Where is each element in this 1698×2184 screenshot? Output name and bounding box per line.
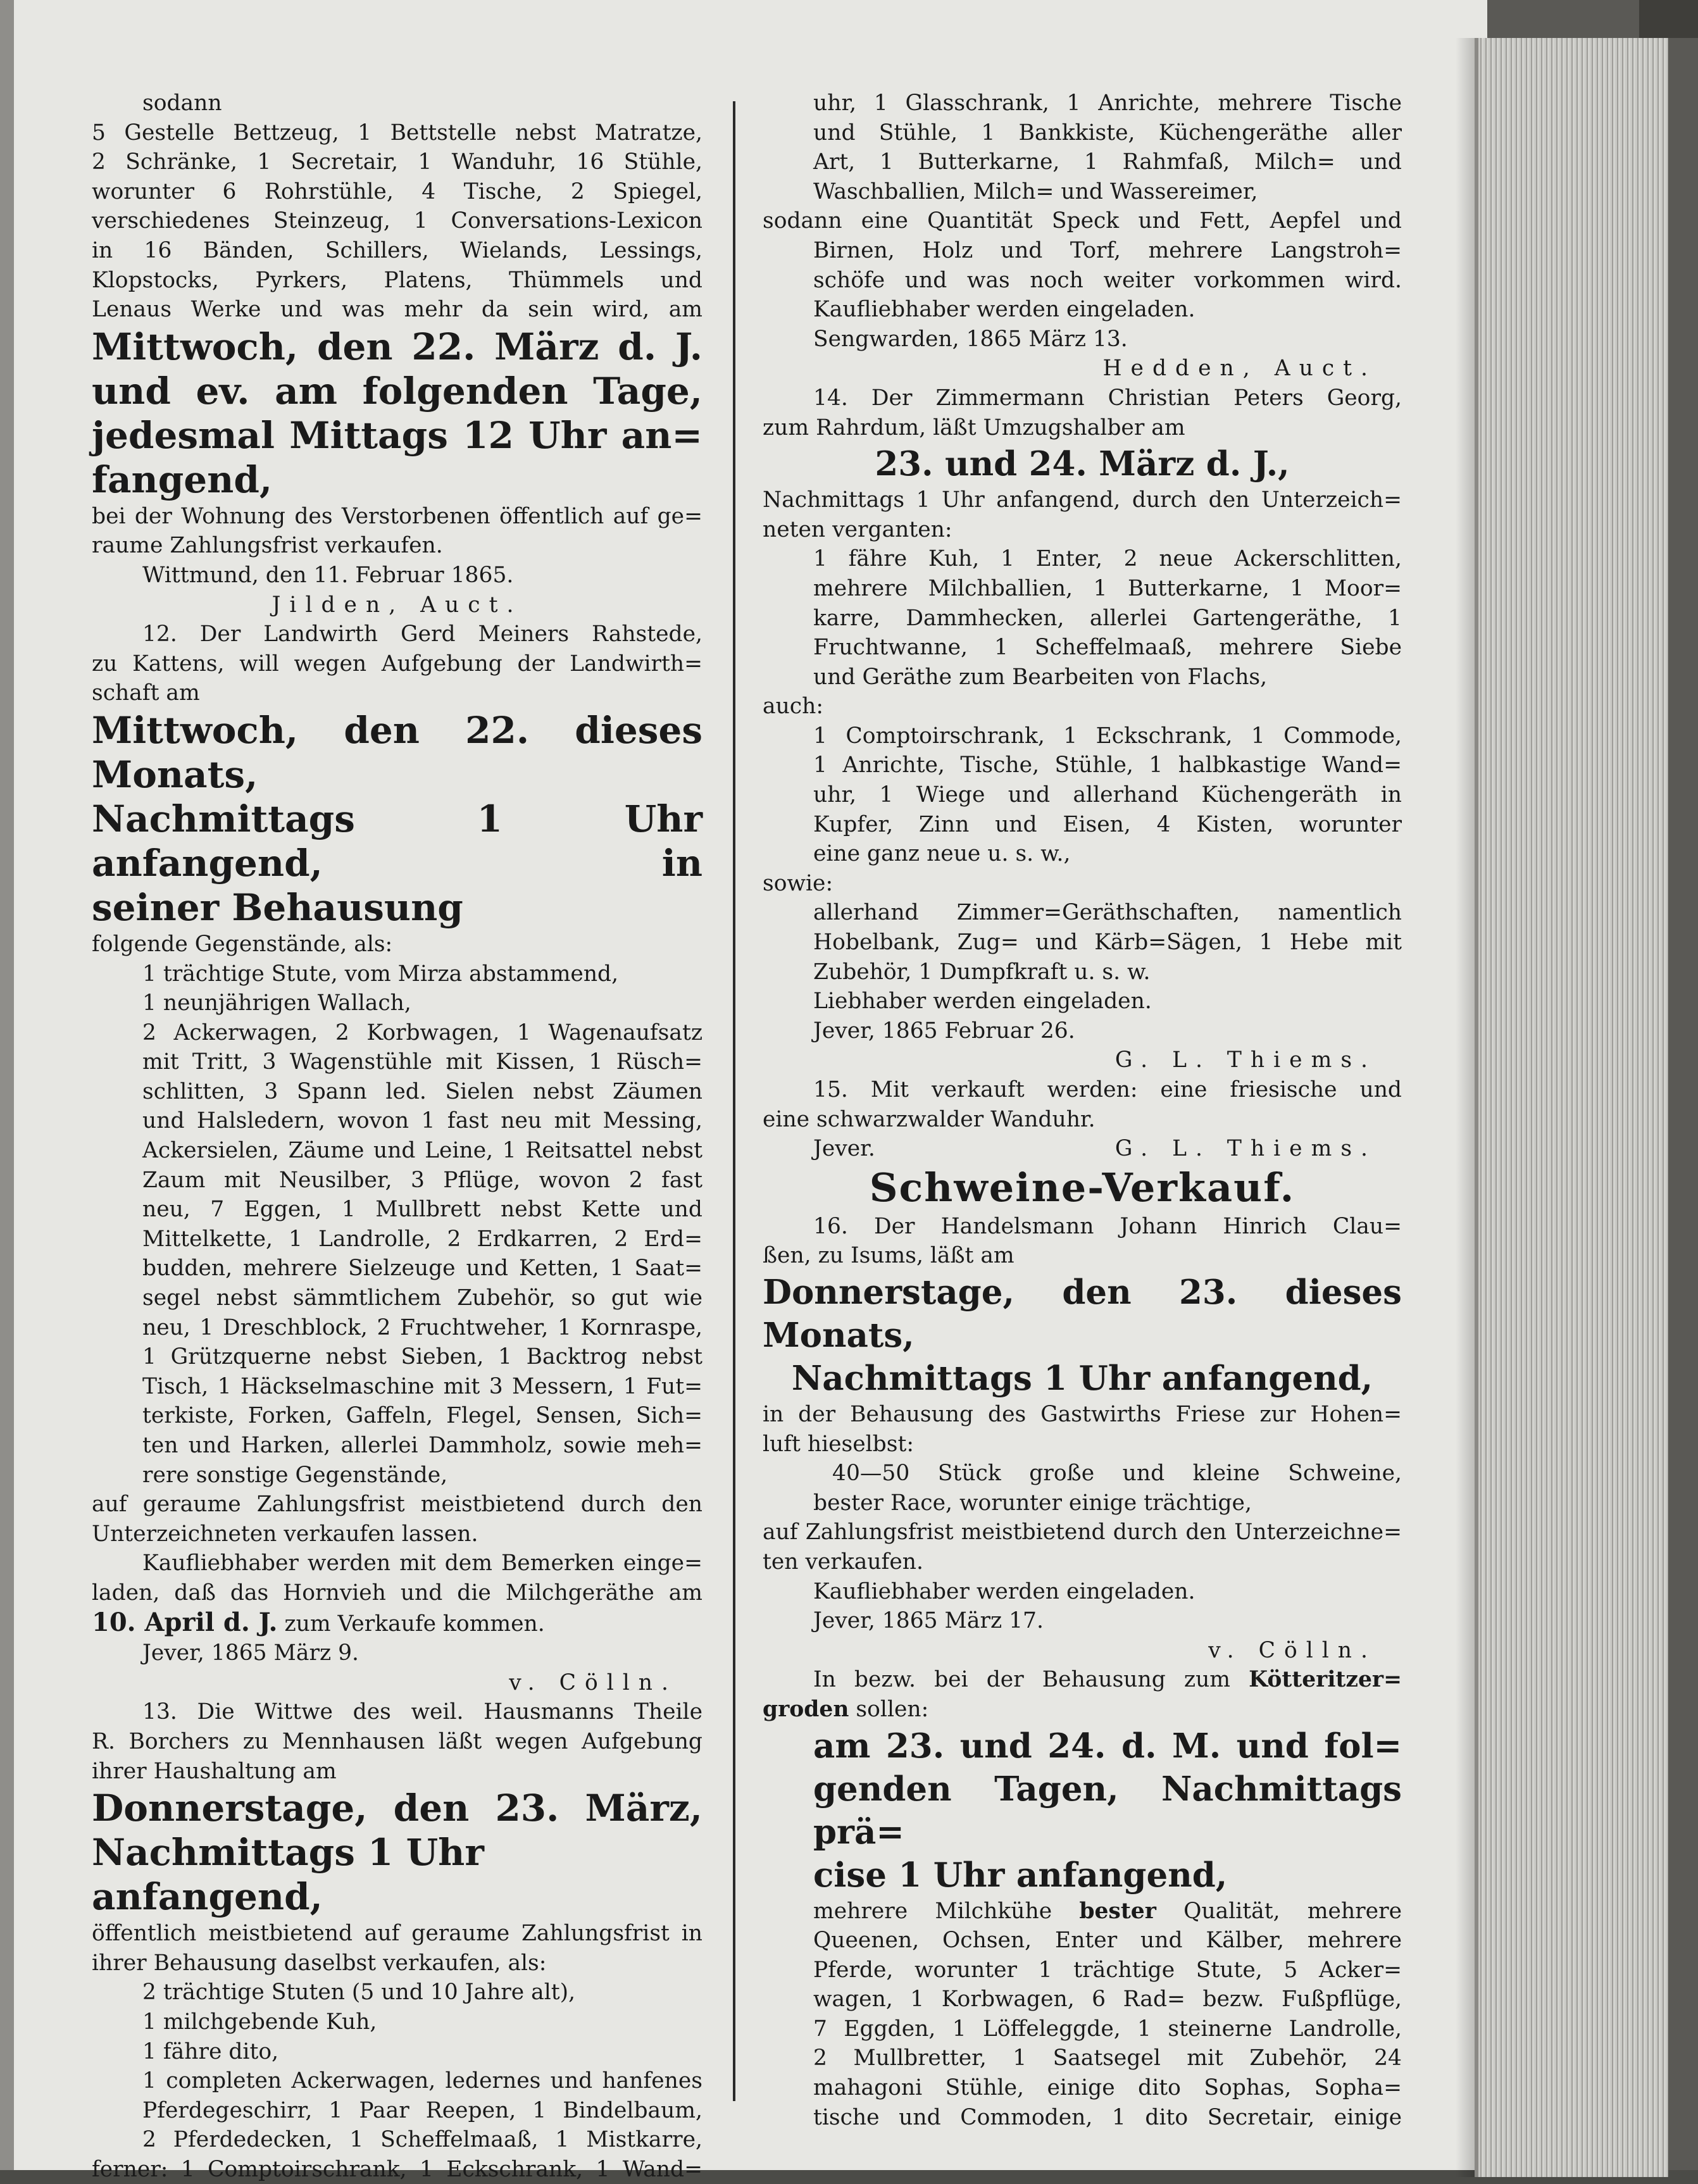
text-line: eine schwarzwalder Wanduhr.	[763, 1106, 1096, 1132]
auction-date-heading: Nachmittags 1 Uhr anfangend,	[791, 1358, 1373, 1398]
text-line: zu Kattens, will wegen Aufgebung der Landwirth=	[92, 651, 702, 677]
column-divider	[733, 101, 735, 2101]
text-line	[92, 1608, 702, 1639]
auction-date-heading: Mittwoch, den 22. März d. J.	[92, 325, 702, 368]
text-line: verschiedenes Steinzeug, 1 Conversations-Lexicon	[92, 208, 702, 234]
signature: v. Cölln.	[1208, 1637, 1377, 1663]
list-item: 1 fähre Kuh, 1 Enter, 2 neue Ackerschlitten,	[813, 546, 1402, 572]
text-line: raume Zahlungsfrist verkaufen.	[92, 533, 443, 559]
list-item: 1 Anrichte, Tische, Stühle, 1 halbkastige Wand=	[813, 752, 1402, 778]
text-line: Kaufliebhaber werden mit dem Bemerken einge=	[142, 1551, 702, 1576]
list-item: 1 trächtige Stute, vom Mirza abstammend,	[142, 961, 619, 987]
text-line: ßen, zu Isums, läßt am	[763, 1243, 1014, 1269]
list-item: 1 neunjährigen Wallach,	[142, 990, 411, 1016]
list-item: Pferde, worunter 1 trächtige Stute, 5 Acker=	[813, 1957, 1402, 1983]
signature: v. Cölln.	[509, 1669, 677, 1695]
list-item: tische und Commoden, 1 dito Secretair, einige	[813, 2104, 1402, 2130]
place-name: groden	[763, 1696, 849, 1722]
text-fragment: Qualität, mehrere	[1156, 1898, 1402, 1924]
text-line: auf Zahlungsfrist meistbietend durch den Unterzeichne=	[763, 1519, 1402, 1545]
text-line: Unterzeichneten verkaufen lassen.	[92, 1521, 478, 1547]
text-line: Art, 1 Butterkarne, 1 Rahmfaß, Milch= und	[813, 149, 1402, 175]
list-item: budden, mehrere Sielzeuge und Ketten, 1 Saat=	[142, 1256, 702, 1282]
list-item: Zubehör, 1 Dumpfkraft u. s. w.	[813, 959, 1151, 985]
auction-date-heading: cise 1 Uhr anfangend,	[813, 1855, 1228, 1895]
list-item: Hobelbank, Zug= und Kärb=Sägen, 1 Hebe mit	[813, 930, 1402, 956]
text-line: ihrer Haushaltung am	[92, 1758, 337, 1784]
text-fragment: zum Verkaufe kommen.	[277, 1611, 545, 1637]
list-item: Zaum mit Neusilber, 3 Pflüge, wovon 2 fast	[142, 1167, 702, 1193]
binding-corner	[1639, 0, 1698, 38]
list-item: terkiste, Forken, Gaffeln, Flegel, Sensen, Sich=	[142, 1403, 702, 1429]
text-line: schöfe und was noch weiter vorkommen wird.	[813, 267, 1402, 293]
auction-date-heading: fangend,	[92, 458, 273, 501]
list-item: 40—50 Stück große und kleine Schweine,	[832, 1461, 1402, 1487]
auction-date-heading: seiner Behausung	[92, 885, 463, 929]
list-item: ten und Harken, allerlei Dammholz, sowie meh=	[142, 1433, 702, 1458]
list-item: eine ganz neue u. s. w.,	[813, 841, 1071, 867]
signature: G. L. Thiems.	[1114, 1047, 1377, 1073]
auction-date-heading: 23. und 24. März d. J.,	[875, 444, 1290, 484]
date-line: Jever, 1865 Februar 26.	[813, 1018, 1075, 1044]
page-left-edge	[0, 0, 14, 2170]
list-item: 1 Comptoirschrank, 1 Eckschrank, 1 Commode,	[813, 723, 1402, 749]
signature: G. L. Thiems.	[1114, 1136, 1377, 1162]
text-line: 12. Der Landwirth Gerd Meiners Rahstede,	[142, 621, 702, 647]
list-item: wagen, 1 Korbwagen, 6 Rad= bezw. Fußpflüge,	[813, 1987, 1402, 2012]
list-item: 1 milchgebende Kuh,	[142, 2009, 377, 2035]
list-item: Mittelkette, 1 Landrolle, 2 Erdkarren, 2 Erd=	[142, 1226, 702, 1252]
list-item: 2 Pferdedecken, 1 Scheffelmaaß, 1 Mistkarre,	[142, 2127, 702, 2153]
list-item: mahagoni Stühle, einige dito Sophas, Sopha=	[813, 2075, 1402, 2101]
text-line: ihrer Behausung daselbst verkaufen, als:	[92, 1950, 547, 1976]
text-line: ten verkaufen.	[763, 1549, 923, 1575]
text-line: bei der Wohnung des Verstorbenen öffentlich auf ge=	[92, 503, 702, 529]
text-line: sodann	[142, 90, 222, 116]
list-item: allerhand Zimmer=Geräthschaften, namentlich	[813, 900, 1402, 926]
text-fragment: mehrere Milchkühe	[813, 1898, 1080, 1924]
signature: Hedden, Auct.	[1102, 356, 1377, 382]
list-item: rere sonstige Gegenstände,	[142, 1462, 448, 1488]
text-line: und Stühle, 1 Bankkiste, Küchengeräthe aller	[813, 120, 1402, 146]
list-item: 1 Grützquerne nebst Sieben, 1 Backtrog nebst	[142, 1344, 702, 1370]
signature: Jilden, Auct.	[272, 592, 523, 618]
text-line: in 16 Bänden, Schillers, Wielands, Lessings,	[92, 237, 702, 263]
text-line: folgende Gegenstände, als:	[92, 931, 393, 957]
text-line: neten verganten:	[763, 516, 952, 542]
list-item: uhr, 1 Wiege und allerhand Küchengeräth in	[813, 782, 1402, 808]
text-line: Lenaus Werke und was mehr da sein wird, am	[92, 297, 702, 323]
text-line: 16. Der Handelsmann Johann Hinrich Clau=	[813, 1213, 1402, 1239]
auction-date-heading: Donnerstage, den 23. dieses Monats,	[763, 1272, 1402, 1355]
list-item: Fruchtwanne, 1 Scheffelmaaß, mehrere Siebe	[813, 635, 1402, 661]
list-item: Queenen, Ochsen, Enter und Kälber, mehrere	[813, 1928, 1402, 1954]
auction-date-heading: Nachmittags 1 Uhr anfangend,	[92, 1831, 484, 1919]
list-item: karre, Dammhecken, allerlei Gartengeräthe, 1	[813, 605, 1402, 631]
text-line: Klopstocks, Pyrkers, Platens, Thümmels und	[92, 267, 702, 293]
text-line: Birnen, Holz und Torf, mehrere Langstroh=	[813, 237, 1402, 263]
right-column	[763, 89, 1402, 2132]
text-line: 2 Schränke, 1 Secretair, 1 Wanduhr, 16 Stühle,	[92, 149, 702, 175]
left-column	[92, 89, 702, 2184]
auction-date-heading: genden Tagen, Nachmittags prä=	[813, 1769, 1402, 1852]
text-line: 13. Die Wittwe des weil. Hausmanns Theile	[142, 1699, 702, 1725]
text-line: 5 Gestelle Bettzeug, 1 Bettstelle nebst Matratze,	[92, 120, 702, 146]
list-item: Pferdegeschirr, 1 Paar Reepen, 1 Bindelbaum,	[142, 2097, 702, 2123]
text-line: laden, daß das Hornvieh und die Milchgeräthe am	[92, 1580, 702, 1606]
list-item: mit Tritt, 3 Wagenstühle mit Kissen, 1 Rüsch=	[142, 1049, 702, 1075]
list-item	[763, 1897, 1402, 1926]
auction-date-heading: Mittwoch, den 22. dieses Monats,	[92, 708, 702, 796]
list-item: Tisch, 1 Häckselmaschine mit 3 Messern, 1 Fut=	[142, 1373, 702, 1399]
list-item: neu, 1 Dreschblock, 2 Fruchtweher, 1 Kornraspe,	[142, 1314, 702, 1340]
text-line: zum Rahrdum, läßt Umzugshalber am	[763, 415, 1185, 440]
list-item: segel nebst sämmtlichem Zubehör, so gut wie	[142, 1285, 702, 1311]
list-item: schlitten, 3 Spann led. Sielen nebst Zäumen	[142, 1078, 702, 1104]
list-item: 2 trächtige Stuten (5 und 10 Jahre alt),	[142, 1980, 576, 2006]
list-item: 2 Ackerwagen, 2 Korbwagen, 1 Wagenaufsatz	[142, 1020, 702, 1045]
place-name: Kötteritzer=	[1249, 1667, 1402, 1693]
text-line	[763, 1695, 1402, 1725]
list-item: mehrere Milchballien, 1 Butterkarne, 1 Moor=	[813, 575, 1402, 601]
list-item: 2 Mullbretter, 1 Saatsegel mit Zubehör, 24	[813, 2045, 1402, 2071]
highlighted-date: 10. April d. J.	[92, 1607, 278, 1637]
auction-date-heading: Nachmittags 1 Uhr anfangend, in	[92, 797, 702, 885]
date-line: Jever, 1865 März 9.	[142, 1640, 359, 1666]
text-line: sowie:	[763, 870, 833, 896]
text-line: sodann eine Quantität Speck und Fett, Aepfel und	[763, 208, 1402, 234]
text-line: luft hieselbst:	[763, 1431, 914, 1457]
list-item: neu, 7 Eggen, 1 Mullbrett nebst Kette und	[142, 1197, 702, 1223]
text-line: öffentlich meistbietend auf geraume Zahlungsfrist in	[92, 1921, 702, 1947]
text-line: auch:	[763, 694, 823, 720]
list-item: 1 fähre dito,	[142, 2038, 279, 2064]
text-line: R. Borchers zu Mennhausen läßt wegen Aufgebung	[92, 1728, 702, 1754]
emphasis: bester	[1079, 1898, 1156, 1924]
auction-date-heading: Donnerstage, den 23. März,	[92, 1787, 702, 1830]
text-line: Waschballien, Milch= und Wassereimer,	[813, 178, 1258, 204]
text-line: Nachmittags 1 Uhr anfangend, durch den Unterzeich=	[763, 487, 1402, 513]
text-line: in der Behausung des Gastwirths Friese zur Hohen=	[763, 1401, 1402, 1427]
list-item: und Geräthe zum Bearbeiten von Flachs,	[813, 664, 1268, 690]
text-line: 14. Der Zimmermann Christian Peters Georg,	[813, 385, 1402, 411]
text-line	[763, 1665, 1402, 1695]
text-line: worunter 6 Rohrstühle, 4 Tische, 2 Spiegel,	[92, 178, 702, 204]
text-fragment: sollen:	[849, 1696, 929, 1722]
date-line: Wittmund, den 11. Februar 1865.	[142, 562, 514, 588]
list-item: und Halsledern, wovon 1 fast neu mit Messing,	[142, 1108, 702, 1134]
date-line: Jever, 1865 März 17.	[813, 1608, 1044, 1634]
text-line: auf geraume Zahlungsfrist meistbietend durch den	[92, 1492, 702, 1518]
place-name: Jever.	[813, 1136, 875, 1162]
list-item: bester Race, worunter einige trächtige,	[813, 1490, 1252, 1516]
text-line: Liebhaber werden eingeladen.	[813, 989, 1152, 1014]
text-line: ferner: 1 Comptoirschrank, 1 Eckschrank, 1 Wand=	[92, 2156, 702, 2182]
list-item: 7 Eggden, 1 Löffeleggde, 1 steinerne Landrolle,	[813, 2016, 1402, 2042]
text-line: schaft am	[92, 680, 200, 706]
text-fragment: In bezw. bei der Behausung zum	[813, 1667, 1249, 1693]
auction-date-heading: jedesmal Mittags 12 Uhr an=	[92, 413, 702, 457]
list-item: 1 completen Ackerwagen, ledernes und hanfenes	[142, 2068, 702, 2094]
date-line: Sengwarden, 1865 März 13.	[813, 326, 1128, 352]
text-line: Kaufliebhaber werden eingeladen.	[813, 1578, 1195, 1604]
auction-date-heading: am 23. und 24. d. M. und fol=	[813, 1726, 1402, 1766]
section-heading: Schweine-Verkauf.	[869, 1164, 1295, 1211]
text-line: 15. Mit verkauft werden: eine friesische und	[813, 1077, 1402, 1102]
list-item: Kupfer, Zinn und Eisen, 4 Kisten, worunter	[813, 811, 1402, 837]
text-line: Kaufliebhaber werden eingeladen.	[813, 297, 1195, 323]
list-item: Ackersielen, Zäume und Leine, 1 Reitsattel nebst	[142, 1138, 702, 1164]
text-line: uhr, 1 Glasschrank, 1 Anrichte, mehrere Tische	[813, 90, 1402, 116]
text-line	[763, 1134, 1402, 1164]
book-page-edges	[1475, 38, 1668, 2177]
auction-date-heading: und ev. am folgenden Tage,	[92, 369, 702, 413]
